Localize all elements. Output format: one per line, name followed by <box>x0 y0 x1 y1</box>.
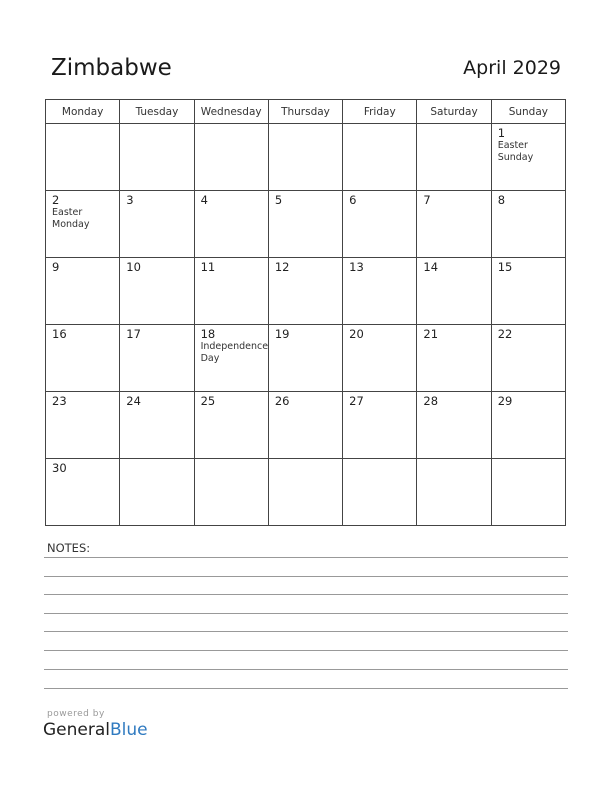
calendar-day-cell <box>491 191 565 258</box>
calendar-day-cell <box>417 325 491 392</box>
calendar-day-cell <box>46 459 120 526</box>
calendar-week-row <box>46 191 566 258</box>
day-number: 28 <box>423 394 439 408</box>
note-line <box>44 613 568 614</box>
day-number: 29 <box>497 394 513 408</box>
note-line <box>44 688 568 689</box>
note-line <box>44 650 568 651</box>
weekday-saturday: Saturday <box>417 100 491 124</box>
powered-by-text: powered by <box>47 709 105 719</box>
note-line <box>44 576 568 577</box>
calendar-day-cell <box>417 191 491 258</box>
weekday-tuesday: Tuesday <box>120 100 194 124</box>
day-number: 30 <box>52 461 67 475</box>
calendar-day-cell <box>417 258 491 325</box>
calendar-day-cell <box>194 258 268 325</box>
day-number: 16 <box>52 327 67 341</box>
calendar-day-cell <box>120 191 194 258</box>
day-number: 18 <box>200 327 216 341</box>
calendar-day-cell <box>120 325 194 392</box>
day-number: 2 <box>52 193 60 207</box>
day-number: 25 <box>200 394 216 408</box>
brand-name-blue: Blue <box>110 720 148 740</box>
country-title: Zimbabwe <box>51 55 172 81</box>
calendar-day-cell <box>343 325 417 392</box>
calendar-day-cell <box>417 392 491 459</box>
day-number: 7 <box>423 193 431 207</box>
month-year-title: April 2029 <box>463 57 561 79</box>
calendar-day-cell <box>268 325 342 392</box>
weekday-sunday: Sunday <box>491 100 565 124</box>
calendar-day-cell <box>46 191 120 258</box>
calendar-day-cell <box>194 191 268 258</box>
weekday-header-row <box>46 100 566 124</box>
weekday-thursday: Thursday <box>268 100 342 124</box>
calendar-day-cell <box>46 124 120 191</box>
calendar-day-cell <box>343 191 417 258</box>
weekday-wednesday: Wednesday <box>194 100 268 124</box>
day-number: 19 <box>274 327 290 341</box>
notes-label: NOTES: <box>47 541 91 555</box>
calendar-day-cell <box>343 459 417 526</box>
calendar-day-cell <box>194 392 268 459</box>
weekday-friday: Friday <box>343 100 417 124</box>
calendar-day-cell <box>120 258 194 325</box>
day-number: 26 <box>274 394 290 408</box>
calendar-day-cell <box>343 124 417 191</box>
day-number: 5 <box>274 193 283 207</box>
note-line <box>44 669 568 670</box>
calendar-week-row <box>46 392 566 459</box>
weekday-monday: Monday <box>46 100 120 124</box>
calendar-day-cell <box>268 258 342 325</box>
calendar-day-cell <box>491 325 565 392</box>
calendar-day-cell <box>120 392 194 459</box>
day-number: 6 <box>349 193 357 207</box>
calendar-grid <box>45 99 566 526</box>
calendar-week-row <box>46 325 566 392</box>
calendar-day-cell <box>46 325 120 392</box>
holiday-label: Independence Day <box>200 341 269 364</box>
day-number: 23 <box>52 394 67 408</box>
day-number: 24 <box>126 394 141 408</box>
calendar-week-row <box>46 258 566 325</box>
day-number: 14 <box>423 260 439 274</box>
day-number: 22 <box>497 327 513 341</box>
calendar-day-cell <box>120 459 194 526</box>
day-number: 10 <box>126 260 141 274</box>
note-line <box>44 594 568 595</box>
day-number: 9 <box>52 260 60 274</box>
calendar-day-cell <box>491 392 565 459</box>
holiday-label: Easter Sunday <box>497 140 534 163</box>
calendar-day-cell <box>268 392 342 459</box>
calendar-day-cell <box>194 124 268 191</box>
day-number: 3 <box>126 193 134 207</box>
calendar-day-cell <box>46 392 120 459</box>
calendar-day-cell <box>120 124 194 191</box>
day-number: 20 <box>349 327 364 341</box>
calendar-day-cell <box>491 258 565 325</box>
calendar-day-cell <box>194 459 268 526</box>
note-line <box>44 631 568 632</box>
day-number: 15 <box>497 260 513 274</box>
calendar-day-cell <box>343 258 417 325</box>
calendar-day-cell <box>268 124 342 191</box>
day-number: 12 <box>274 260 290 274</box>
brand-name-general: General <box>43 720 110 740</box>
calendar-week-row <box>46 459 566 526</box>
calendar-day-cell <box>491 124 565 191</box>
brand-logo <box>43 720 148 740</box>
day-number: 4 <box>200 193 208 207</box>
calendar-day-cell <box>194 325 268 392</box>
day-number: 27 <box>349 394 364 408</box>
calendar-day-cell <box>343 392 417 459</box>
day-number: 8 <box>497 193 506 207</box>
calendar-day-cell <box>491 459 565 526</box>
day-number: 17 <box>126 327 141 341</box>
holiday-label: Easter Monday <box>52 207 90 230</box>
day-number: 11 <box>200 260 216 274</box>
calendar-day-cell <box>268 191 342 258</box>
calendar-day-cell <box>268 459 342 526</box>
day-number: 21 <box>423 327 439 341</box>
calendar-day-cell <box>46 258 120 325</box>
day-number: 13 <box>349 260 364 274</box>
calendar-week-row <box>46 124 566 191</box>
calendar-day-cell <box>417 459 491 526</box>
day-number: 1 <box>497 126 506 140</box>
calendar-day-cell <box>417 124 491 191</box>
note-line <box>44 557 568 558</box>
